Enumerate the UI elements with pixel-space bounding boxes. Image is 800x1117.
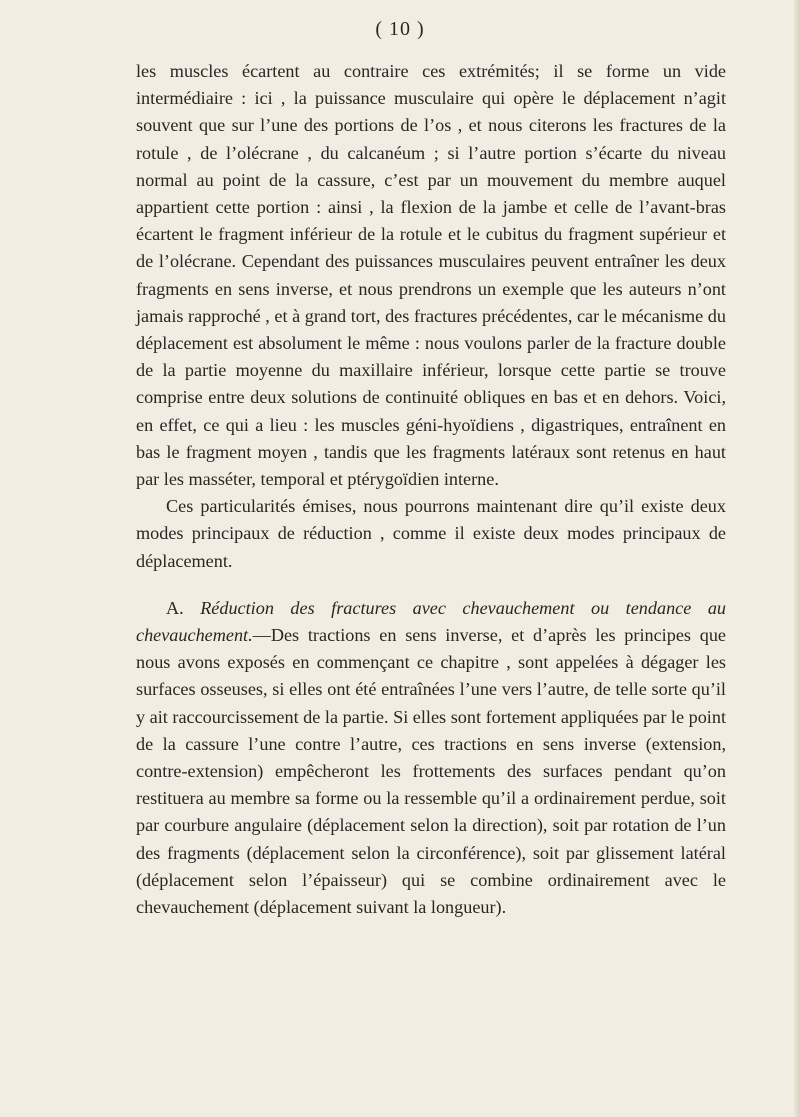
paragraph-2: Ces particularités émises, nous pourrons maintenant dire qu’il existe deux modes principaux de réduction , comme il existe deux modes principaux de déplacement.: [136, 496, 726, 571]
section-body: —Des tractions en sens inverse, et d’après les principes que nous avons exposés en commençant ce chapitre , sont appelées à dégager les surfaces osseuses, si elles ont été entraînées l’une vers l’autre, de telle sorte qu’il y ait raccourcissement de la partie. Si elles sont fortement appliquées par le point de la cassure l’une contre l’autre, ces tractions en sens inverse (extension, contre-extension) empêcheront les frottements des surfaces pendant qu’on restituera au membre sa forme ou la ressemble qu’il a ordinairement perdue, soit par courbure angulaire (déplacement selon la direction), soit par rotation de l’un des fragments (déplacement selon la circonférence), soit par glissement latéral (déplacement selon l’épaisseur) qui se combine ordinairement avec le chevauchement (déplacement suivant la longueur).: [136, 625, 726, 918]
paragraph-1: les muscles écartent au contraire ces extrémités; il se forme un vide intermédiaire : ici , la puissance musculaire qui opère le déplacement n’agit souvent que sur l’une des portions de l’os , et nous citerons les fractures de la rotule , de l’olécrane , du calcanéum ; si l’autre portion s’écarte du niveau normal au point de la cassure, c’est par un mouvement du membre auquel appartient cette portion : ainsi , la flexion de la jambe et celle de l’avant-bras écartent le fragment inférieur de la rotule et le cubitus du fragment supérieur et de l’olécrane. Cependant des puissances musculaires peuvent entraîner les deux fragments en sens inverse, et nous prendrons un exemple que les auteurs n’ont jamais rapproché , et à grand tort, des fractures précédentes, car le mécanisme du déplacement est absolument le même : nous voulons parler de la fracture double de la partie moyenne du maxillaire inférieur, lorsque cette partie se trouve comprise entre deux solutions de continuité obliques en bas et en dehors. Voici, en effet, ce qui a lieu : les muscles géni-hyoïdiens , digastriques, entraînent en bas le fragment moyen , tandis que les fragments latéraux sont retenus en haut par les masséter, temporal et ptérygoïdien interne.: [136, 61, 726, 490]
page-number: ( 10 ): [375, 18, 425, 40]
page-edge-shadow: [794, 0, 800, 1117]
body-text: [136, 58, 726, 921]
section-title: Réduction des fractures avec chevauchement ou tendance au chevauchement.: [136, 597, 727, 646]
section-a-paragraph: [136, 595, 726, 921]
section-label: A.: [166, 597, 184, 618]
